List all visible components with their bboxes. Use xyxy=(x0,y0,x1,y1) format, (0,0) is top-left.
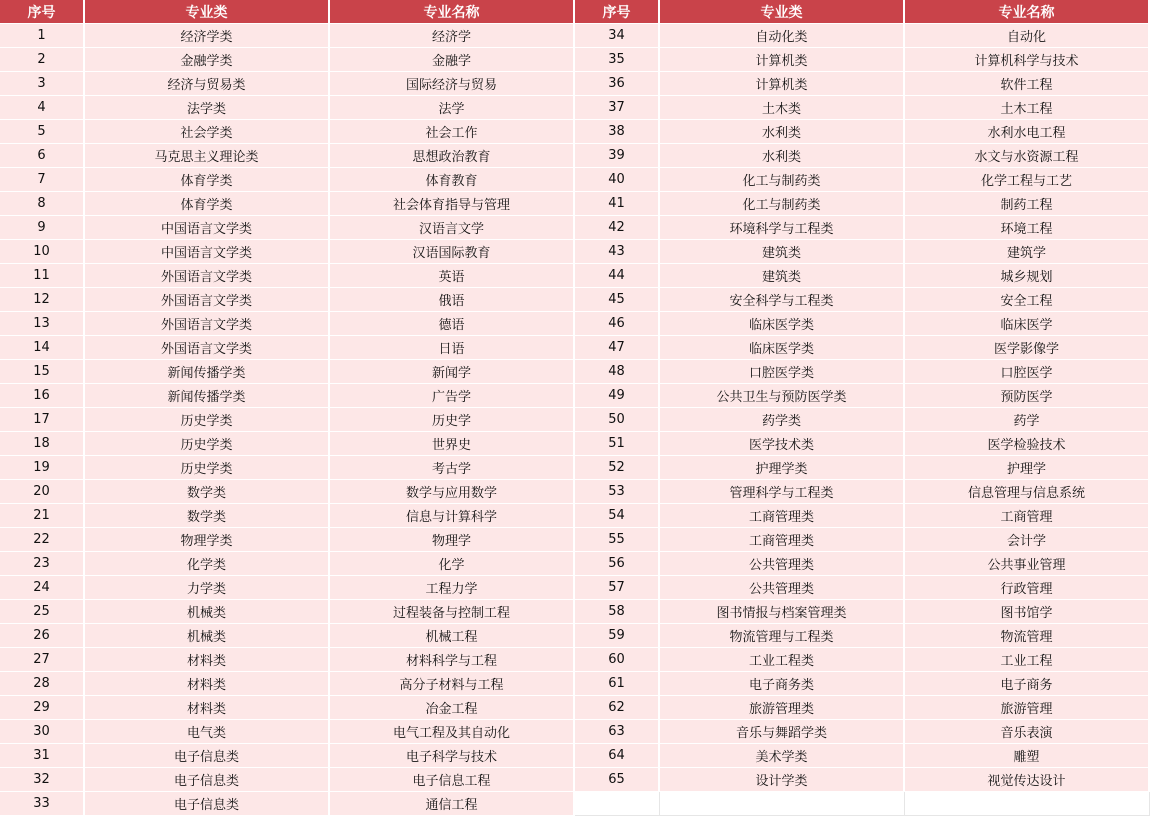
table-row xyxy=(575,456,1150,480)
cell-index: 61 xyxy=(575,672,660,696)
cell-category: 口腔医学类 xyxy=(660,360,905,384)
cell-category: 计算机类 xyxy=(660,48,905,72)
cell-name: 电子科学与技术 xyxy=(330,744,575,768)
header-row xyxy=(575,0,1150,24)
cell-name: 水利水电工程 xyxy=(905,120,1150,144)
table-row xyxy=(575,360,1150,384)
cell-index: 37 xyxy=(575,96,660,120)
table-row xyxy=(575,384,1150,408)
cell-index: 10 xyxy=(0,240,85,264)
cell-name: 数学与应用数学 xyxy=(330,480,575,504)
table-row xyxy=(575,648,1150,672)
header-name: 专业名称 xyxy=(330,0,575,24)
cell-category: 建筑类 xyxy=(660,240,905,264)
cell-category: 外国语言文学类 xyxy=(85,288,330,312)
cell-name: 思想政治教育 xyxy=(330,144,575,168)
table-row xyxy=(575,624,1150,648)
cell-index: 36 xyxy=(575,72,660,96)
cell-category: 中国语言文学类 xyxy=(85,240,330,264)
cell-name: 物理学 xyxy=(330,528,575,552)
cell-category: 力学类 xyxy=(85,576,330,600)
cell-index: 42 xyxy=(575,216,660,240)
cell-name: 工业工程 xyxy=(905,648,1150,672)
cell-category: 数学类 xyxy=(85,480,330,504)
cell-name: 工商管理 xyxy=(905,504,1150,528)
cell-index: 56 xyxy=(575,552,660,576)
cell-index: 5 xyxy=(0,120,85,144)
empty-cell xyxy=(575,792,660,816)
cell-category: 管理科学与工程类 xyxy=(660,480,905,504)
table-row xyxy=(0,432,575,456)
table-row xyxy=(575,672,1150,696)
cell-name: 计算机科学与技术 xyxy=(905,48,1150,72)
cell-category: 金融学类 xyxy=(85,48,330,72)
cell-category: 材料类 xyxy=(85,696,330,720)
table-row xyxy=(575,528,1150,552)
table-row xyxy=(0,144,575,168)
cell-index: 19 xyxy=(0,456,85,480)
cell-category: 安全科学与工程类 xyxy=(660,288,905,312)
cell-index: 26 xyxy=(0,624,85,648)
cell-name: 俄语 xyxy=(330,288,575,312)
cell-name: 社会体育指导与管理 xyxy=(330,192,575,216)
cell-name: 软件工程 xyxy=(905,72,1150,96)
cell-index: 55 xyxy=(575,528,660,552)
cell-name: 汉语言文学 xyxy=(330,216,575,240)
cell-category: 护理学类 xyxy=(660,456,905,480)
cell-index: 52 xyxy=(575,456,660,480)
cell-category: 社会学类 xyxy=(85,120,330,144)
cell-index: 29 xyxy=(0,696,85,720)
header-index: 序号 xyxy=(575,0,660,24)
cell-index: 60 xyxy=(575,648,660,672)
table-row xyxy=(575,144,1150,168)
table-row xyxy=(0,624,575,648)
table-row xyxy=(0,792,575,816)
cell-name: 电子信息工程 xyxy=(330,768,575,792)
table-row xyxy=(0,336,575,360)
cell-name: 旅游管理 xyxy=(905,696,1150,720)
cell-category: 计算机类 xyxy=(660,72,905,96)
cell-category: 电气类 xyxy=(85,720,330,744)
cell-category: 历史学类 xyxy=(85,456,330,480)
table-row xyxy=(0,96,575,120)
cell-category: 历史学类 xyxy=(85,408,330,432)
cell-name: 预防医学 xyxy=(905,384,1150,408)
empty-cell xyxy=(905,792,1150,816)
cell-index: 20 xyxy=(0,480,85,504)
table-row xyxy=(575,600,1150,624)
cell-category: 材料类 xyxy=(85,648,330,672)
cell-category: 工业工程类 xyxy=(660,648,905,672)
cell-category: 音乐与舞蹈学类 xyxy=(660,720,905,744)
table-row xyxy=(575,24,1150,48)
cell-name: 机械工程 xyxy=(330,624,575,648)
table-row xyxy=(0,480,575,504)
cell-name: 视觉传达设计 xyxy=(905,768,1150,792)
cell-index: 30 xyxy=(0,720,85,744)
header-category: 专业类 xyxy=(85,0,330,24)
cell-category: 设计学类 xyxy=(660,768,905,792)
cell-category: 土木类 xyxy=(660,96,905,120)
cell-category: 电子信息类 xyxy=(85,792,330,816)
cell-category: 水利类 xyxy=(660,144,905,168)
cell-name: 社会工作 xyxy=(330,120,575,144)
header-index: 序号 xyxy=(0,0,85,24)
cell-index: 44 xyxy=(575,264,660,288)
cell-name: 自动化 xyxy=(905,24,1150,48)
cell-name: 世界史 xyxy=(330,432,575,456)
cell-index: 54 xyxy=(575,504,660,528)
cell-name: 信息管理与信息系统 xyxy=(905,480,1150,504)
cell-category: 物理学类 xyxy=(85,528,330,552)
table-row xyxy=(575,48,1150,72)
cell-name: 信息与计算科学 xyxy=(330,504,575,528)
cell-index: 58 xyxy=(575,600,660,624)
cell-index: 48 xyxy=(575,360,660,384)
table-row xyxy=(0,408,575,432)
cell-name: 音乐表演 xyxy=(905,720,1150,744)
table-row xyxy=(0,360,575,384)
header-name: 专业名称 xyxy=(905,0,1150,24)
cell-category: 化工与制药类 xyxy=(660,168,905,192)
cell-category: 新闻传播学类 xyxy=(85,384,330,408)
cell-index: 45 xyxy=(575,288,660,312)
table-row xyxy=(0,192,575,216)
majors-table-right xyxy=(575,0,1150,816)
cell-name: 考古学 xyxy=(330,456,575,480)
cell-name: 国际经济与贸易 xyxy=(330,72,575,96)
cell-name: 公共事业管理 xyxy=(905,552,1150,576)
cell-name: 物流管理 xyxy=(905,624,1150,648)
cell-index: 9 xyxy=(0,216,85,240)
cell-category: 经济学类 xyxy=(85,24,330,48)
cell-category: 外国语言文学类 xyxy=(85,336,330,360)
cell-name: 药学 xyxy=(905,408,1150,432)
cell-index: 28 xyxy=(0,672,85,696)
table-row xyxy=(575,720,1150,744)
table-row xyxy=(0,312,575,336)
cell-name: 冶金工程 xyxy=(330,696,575,720)
cell-index: 6 xyxy=(0,144,85,168)
cell-name: 材料科学与工程 xyxy=(330,648,575,672)
cell-name: 口腔医学 xyxy=(905,360,1150,384)
cell-category: 化学类 xyxy=(85,552,330,576)
table-row xyxy=(0,600,575,624)
cell-category: 图书情报与档案管理类 xyxy=(660,600,905,624)
cell-index: 1 xyxy=(0,24,85,48)
table-row xyxy=(0,504,575,528)
table-row xyxy=(0,528,575,552)
cell-index: 63 xyxy=(575,720,660,744)
cell-category: 外国语言文学类 xyxy=(85,264,330,288)
cell-index: 46 xyxy=(575,312,660,336)
table-row xyxy=(575,288,1150,312)
table-row xyxy=(575,216,1150,240)
cell-category: 机械类 xyxy=(85,624,330,648)
table-row xyxy=(575,264,1150,288)
cell-index: 35 xyxy=(575,48,660,72)
cell-category: 外国语言文学类 xyxy=(85,312,330,336)
cell-index: 41 xyxy=(575,192,660,216)
cell-name: 图书馆学 xyxy=(905,600,1150,624)
table-row xyxy=(0,456,575,480)
cell-name: 经济学 xyxy=(330,24,575,48)
cell-index: 31 xyxy=(0,744,85,768)
table-row xyxy=(0,672,575,696)
cell-index: 15 xyxy=(0,360,85,384)
table-row xyxy=(575,552,1150,576)
cell-index: 49 xyxy=(575,384,660,408)
table-row xyxy=(575,240,1150,264)
cell-category: 电子商务类 xyxy=(660,672,905,696)
cell-index: 59 xyxy=(575,624,660,648)
header-row xyxy=(0,0,575,24)
cell-category: 法学类 xyxy=(85,96,330,120)
cell-category: 美术学类 xyxy=(660,744,905,768)
cell-index: 38 xyxy=(575,120,660,144)
cell-index: 62 xyxy=(575,696,660,720)
table-row xyxy=(575,744,1150,768)
cell-index: 57 xyxy=(575,576,660,600)
table-row xyxy=(575,72,1150,96)
cell-index: 50 xyxy=(575,408,660,432)
cell-name: 通信工程 xyxy=(330,792,575,816)
cell-index: 23 xyxy=(0,552,85,576)
table-row xyxy=(575,336,1150,360)
cell-category: 电子信息类 xyxy=(85,768,330,792)
cell-category: 临床医学类 xyxy=(660,312,905,336)
cell-index: 24 xyxy=(0,576,85,600)
table-row xyxy=(575,312,1150,336)
cell-category: 数学类 xyxy=(85,504,330,528)
cell-name: 高分子材料与工程 xyxy=(330,672,575,696)
table-row xyxy=(0,72,575,96)
table-row xyxy=(0,768,575,792)
cell-name: 临床医学 xyxy=(905,312,1150,336)
table-row xyxy=(0,120,575,144)
cell-name: 水文与水资源工程 xyxy=(905,144,1150,168)
cell-category: 工商管理类 xyxy=(660,504,905,528)
cell-name: 新闻学 xyxy=(330,360,575,384)
table-row xyxy=(0,384,575,408)
table-row xyxy=(0,48,575,72)
cell-index: 33 xyxy=(0,792,85,816)
table-row xyxy=(0,552,575,576)
cell-name: 医学影像学 xyxy=(905,336,1150,360)
table-row xyxy=(575,120,1150,144)
cell-index: 64 xyxy=(575,744,660,768)
cell-category: 电子信息类 xyxy=(85,744,330,768)
cell-name: 电气工程及其自动化 xyxy=(330,720,575,744)
table-row xyxy=(0,168,575,192)
cell-name: 过程装备与控制工程 xyxy=(330,600,575,624)
cell-name: 安全工程 xyxy=(905,288,1150,312)
cell-name: 医学检验技术 xyxy=(905,432,1150,456)
cell-index: 12 xyxy=(0,288,85,312)
empty-row xyxy=(575,792,1150,816)
cell-category: 经济与贸易类 xyxy=(85,72,330,96)
cell-name: 汉语国际教育 xyxy=(330,240,575,264)
cell-index: 51 xyxy=(575,432,660,456)
cell-name: 历史学 xyxy=(330,408,575,432)
cell-name: 雕塑 xyxy=(905,744,1150,768)
cell-category: 工商管理类 xyxy=(660,528,905,552)
cell-index: 7 xyxy=(0,168,85,192)
cell-index: 53 xyxy=(575,480,660,504)
cell-index: 4 xyxy=(0,96,85,120)
cell-index: 39 xyxy=(575,144,660,168)
cell-category: 药学类 xyxy=(660,408,905,432)
cell-category: 中国语言文学类 xyxy=(85,216,330,240)
header-category: 专业类 xyxy=(660,0,905,24)
cell-category: 马克思主义理论类 xyxy=(85,144,330,168)
table-row xyxy=(0,288,575,312)
table-row xyxy=(575,408,1150,432)
cell-index: 16 xyxy=(0,384,85,408)
table-row xyxy=(0,264,575,288)
cell-category: 建筑类 xyxy=(660,264,905,288)
table-row xyxy=(575,480,1150,504)
cell-index: 43 xyxy=(575,240,660,264)
cell-name: 德语 xyxy=(330,312,575,336)
table-row xyxy=(575,504,1150,528)
table-row xyxy=(0,576,575,600)
cell-name: 护理学 xyxy=(905,456,1150,480)
cell-name: 会计学 xyxy=(905,528,1150,552)
cell-name: 法学 xyxy=(330,96,575,120)
table-row xyxy=(0,648,575,672)
cell-index: 22 xyxy=(0,528,85,552)
table-row xyxy=(575,432,1150,456)
cell-name: 金融学 xyxy=(330,48,575,72)
table-row xyxy=(575,696,1150,720)
cell-category: 自动化类 xyxy=(660,24,905,48)
table-row xyxy=(575,168,1150,192)
cell-name: 制药工程 xyxy=(905,192,1150,216)
cell-name: 工程力学 xyxy=(330,576,575,600)
cell-name: 环境工程 xyxy=(905,216,1150,240)
cell-category: 水利类 xyxy=(660,120,905,144)
table-row xyxy=(0,240,575,264)
cell-name: 电子商务 xyxy=(905,672,1150,696)
cell-category: 公共管理类 xyxy=(660,576,905,600)
cell-index: 13 xyxy=(0,312,85,336)
table-row xyxy=(575,192,1150,216)
cell-category: 医学技术类 xyxy=(660,432,905,456)
cell-name: 建筑学 xyxy=(905,240,1150,264)
cell-index: 8 xyxy=(0,192,85,216)
cell-index: 47 xyxy=(575,336,660,360)
cell-name: 广告学 xyxy=(330,384,575,408)
cell-category: 机械类 xyxy=(85,600,330,624)
cell-category: 旅游管理类 xyxy=(660,696,905,720)
cell-category: 环境科学与工程类 xyxy=(660,216,905,240)
table-row xyxy=(0,744,575,768)
empty-cell xyxy=(660,792,905,816)
cell-index: 27 xyxy=(0,648,85,672)
cell-index: 32 xyxy=(0,768,85,792)
cell-index: 18 xyxy=(0,432,85,456)
cell-index: 25 xyxy=(0,600,85,624)
table-row xyxy=(0,24,575,48)
cell-index: 65 xyxy=(575,768,660,792)
cell-index: 34 xyxy=(575,24,660,48)
cell-name: 英语 xyxy=(330,264,575,288)
cell-index: 2 xyxy=(0,48,85,72)
cell-name: 体育教育 xyxy=(330,168,575,192)
cell-name: 化学 xyxy=(330,552,575,576)
cell-name: 城乡规划 xyxy=(905,264,1150,288)
table-row xyxy=(575,768,1150,792)
cell-category: 化工与制药类 xyxy=(660,192,905,216)
cell-category: 公共管理类 xyxy=(660,552,905,576)
table-row xyxy=(575,576,1150,600)
cell-index: 21 xyxy=(0,504,85,528)
cell-category: 材料类 xyxy=(85,672,330,696)
table-row xyxy=(575,96,1150,120)
cell-category: 临床医学类 xyxy=(660,336,905,360)
cell-index: 40 xyxy=(575,168,660,192)
cell-category: 物流管理与工程类 xyxy=(660,624,905,648)
cell-category: 体育学类 xyxy=(85,192,330,216)
cell-index: 14 xyxy=(0,336,85,360)
cell-name: 行政管理 xyxy=(905,576,1150,600)
cell-category: 体育学类 xyxy=(85,168,330,192)
majors-table-left xyxy=(0,0,575,816)
table-row xyxy=(0,696,575,720)
cell-index: 3 xyxy=(0,72,85,96)
cell-category: 公共卫生与预防医学类 xyxy=(660,384,905,408)
cell-name: 日语 xyxy=(330,336,575,360)
cell-category: 新闻传播学类 xyxy=(85,360,330,384)
cell-name: 土木工程 xyxy=(905,96,1150,120)
table-row xyxy=(0,720,575,744)
cell-name: 化学工程与工艺 xyxy=(905,168,1150,192)
cell-index: 17 xyxy=(0,408,85,432)
cell-index: 11 xyxy=(0,264,85,288)
cell-category: 历史学类 xyxy=(85,432,330,456)
table-row xyxy=(0,216,575,240)
